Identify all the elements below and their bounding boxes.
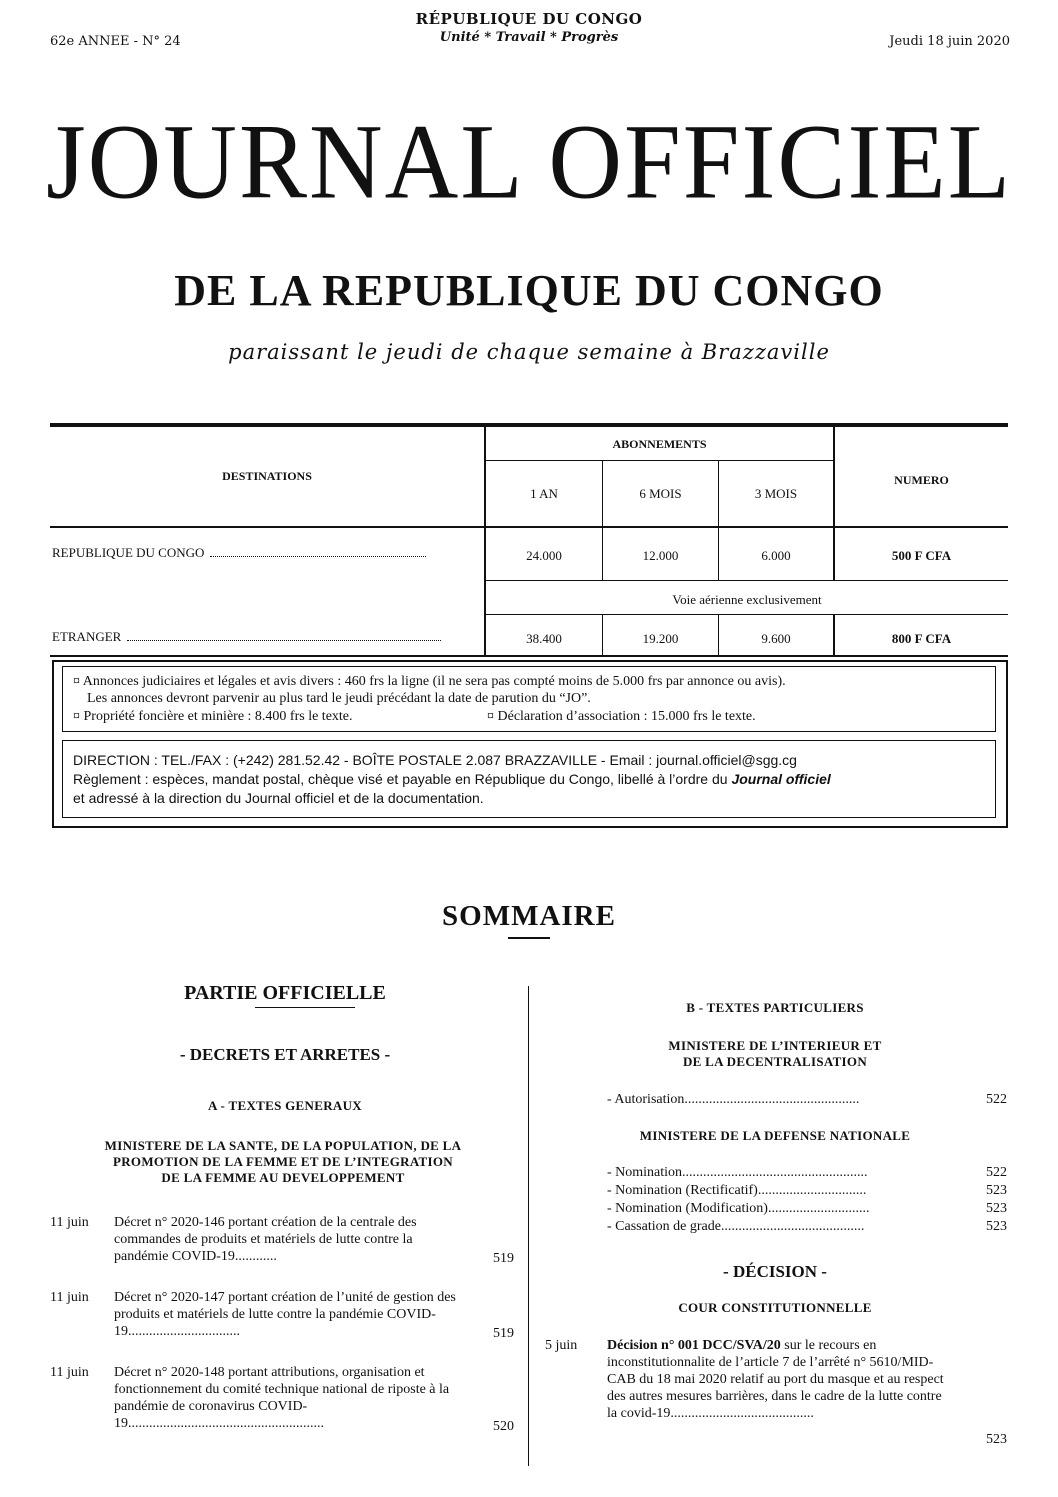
entry-text: Décret n° 2020-148 portant attributions, organisation et fonctionnement du comité technique national de riposte à la pandémie de coronavirus COVID-19........................................................	[114, 1365, 450, 1431]
sommaire-title: SOMMAIRE	[442, 900, 616, 932]
price-6mois: 19.200	[642, 631, 679, 646]
toc-label: - Cassation de grade.........................................	[607, 1219, 865, 1234]
price-3mois: 9.600	[761, 631, 791, 646]
list-item	[545, 1337, 1007, 1449]
price-3mois: 6.000	[761, 548, 791, 563]
direction-box	[62, 740, 996, 818]
direction-reglement	[73, 770, 831, 788]
decision-ref: Décision n° 001 DCC/SVA/20	[607, 1338, 781, 1353]
textes-particuliers: B - TEXTES PARTICULIERS	[686, 1000, 864, 1015]
sommaire-rule	[508, 937, 550, 939]
ministere-line: DE LA DECENTRALISATION	[682, 1054, 868, 1069]
reglement-payee: Journal officiel	[731, 771, 831, 787]
entry-text	[607, 1337, 952, 1422]
list-item	[607, 1183, 1007, 1199]
list-item	[607, 1201, 1007, 1217]
toc-page: 523	[986, 1219, 1007, 1234]
ministere-sante	[50, 1138, 516, 1186]
journal-title: JOURNAL OFFICIEL	[45, 103, 1013, 222]
notice-association: ¤ Déclaration d’association : 15.000 frs le texte.	[487, 709, 756, 724]
list-item	[607, 1219, 1007, 1235]
table-row	[52, 545, 426, 561]
issue-number: 62e ANNEE - N° 24	[50, 34, 181, 49]
toc-label: - Nomination.....................................................	[607, 1165, 868, 1180]
destinations-header: DESTINATIONS	[222, 469, 312, 483]
reglement-text: Règlement : espèces, mandat postal, chèque visé et payable en République du Congo, libellé à l’ordre du	[73, 771, 732, 787]
destination-label: ETRANGER	[52, 629, 122, 644]
table-rule	[50, 526, 1008, 528]
entry-text: Décret n° 2020-147 portant création de l’unité de gestion des produits et matériels de lutte contre la pandémie COVID-19................................	[114, 1290, 456, 1339]
notices-box	[62, 666, 996, 732]
toc-page: 523	[986, 1183, 1007, 1198]
ministere-line: PROMOTION DE LA FEMME ET DE L’INTEGRATION	[113, 1154, 453, 1169]
price-1an: 38.400	[526, 631, 562, 646]
ministere-line: DE LA FEMME AU DEVELOPPEMENT	[161, 1170, 405, 1185]
col-6mois: 6 MOIS	[639, 486, 682, 501]
price-numero: 500 F CFA	[891, 548, 952, 563]
journal-subtitle: DE LA REPUBLIQUE DU CONGO	[174, 266, 884, 315]
ministere-line: MINISTERE DE L’INTERIEUR ET	[668, 1038, 882, 1053]
ministere-defense: MINISTERE DE LA DEFENSE NATIONALE	[639, 1128, 911, 1143]
destination-label: REPUBLIQUE DU CONGO	[52, 545, 205, 560]
list-item	[607, 1165, 1007, 1181]
entry-page: 523	[986, 1432, 1007, 1447]
decision-desc: sur le recours en inconstitutionnalite de l’article 7 de l’arrêté n° 5610/MID-CAB du 18 mai 2020 relatif au port du masque et au respect des autres mesures barrières, dans le cadre de la lutte contre la covid-19.........................................	[607, 1338, 944, 1421]
entry-page: 519	[493, 1251, 514, 1266]
table-rule	[485, 460, 834, 461]
partie-officielle: PARTIE OFFICIELLE	[184, 982, 386, 1004]
direction-adresse: et adressé à la direction du Journal officiel et de la documentation.	[73, 790, 484, 806]
voie-aerienne-note: Voie aérienne exclusivement	[672, 592, 822, 607]
entry-text: Décret n° 2020-146 portant création de la centrale des commandes de produits et matériels de lutte contre la pandémie COVID-19............	[114, 1215, 417, 1264]
table-top-rule	[50, 423, 1008, 427]
toc-label: - Nomination (Modification).............................	[607, 1201, 870, 1216]
ministere-interieur	[540, 1038, 1010, 1070]
price-6mois: 12.000	[642, 548, 679, 563]
notice-delai: Les annonces devront parvenir au plus tard le jeudi précédant la date de parution du “JO”.	[87, 691, 591, 706]
decision-heading: - DÉCISION -	[723, 1262, 827, 1281]
toc-page: 522	[986, 1092, 1007, 1107]
table-rule	[485, 614, 1008, 615]
price-1an: 24.000	[526, 548, 562, 563]
price-numero: 800 F CFA	[891, 631, 952, 646]
cour-constitutionnelle: COUR CONSTITUTIONNELLE	[678, 1300, 872, 1315]
republic-name: RÉPUBLIQUE DU CONGO	[415, 10, 643, 28]
notice-annonces: ¤ Annonces judiciaires et légales et avis divers : 460 frs la ligne (il ne sera pas compté moins de 5.000 frs par annonce ou avis).	[73, 674, 786, 689]
table-rule	[485, 580, 1008, 581]
toc-page: 523	[986, 1201, 1007, 1216]
entry-page: 519	[493, 1326, 514, 1341]
list-item	[50, 1289, 514, 1345]
list-item	[50, 1364, 514, 1444]
col-3mois: 3 MOIS	[754, 486, 798, 501]
column-divider	[528, 986, 529, 1466]
toc-page: 522	[986, 1165, 1007, 1180]
entry-date: 5 juin	[545, 1338, 578, 1353]
abonnements-header: ABONNEMENTS	[612, 437, 707, 451]
textes-generaux: A - TEXTES GENERAUX	[208, 1098, 362, 1113]
table-rule	[50, 655, 1008, 657]
national-motto: Unité * Travail * Progrès	[439, 30, 619, 45]
toc-label: - Nomination (Rectificatif)...............................	[607, 1183, 867, 1198]
direction-contact: DIRECTION : TEL./FAX : (+242) 281.52.42 - BOÎTE POSTALE 2.087 BRAZZAVILLE - Email : journal.officiel@sgg.cg	[73, 752, 797, 768]
col-1an: 1 AN	[530, 486, 558, 501]
decrets-heading: - DECRETS ET ARRETES -	[179, 1045, 391, 1064]
journal-tagline: paraissant le jeudi de chaque semaine à Brazzaville	[228, 340, 830, 364]
list-item	[50, 1214, 514, 1270]
entry-date: 11 juin	[50, 1365, 89, 1380]
entry-page: 520	[493, 1419, 514, 1434]
ministere-line: MINISTERE DE LA SANTE, DE LA POPULATION, DE LA	[104, 1138, 462, 1153]
entry-date: 11 juin	[50, 1215, 89, 1230]
issue-date: Jeudi 18 juin 2020	[889, 34, 1010, 49]
toc-label: - Autorisation..................................................	[607, 1092, 860, 1107]
table-row	[52, 629, 441, 645]
notice-propriete: ¤ Propriété foncière et minière : 8.400 frs le texte.	[73, 709, 353, 724]
entry-date: 11 juin	[50, 1290, 89, 1305]
list-item	[607, 1092, 1007, 1108]
numero-header: NUMERO	[894, 473, 949, 487]
partie-underline	[255, 1007, 355, 1008]
